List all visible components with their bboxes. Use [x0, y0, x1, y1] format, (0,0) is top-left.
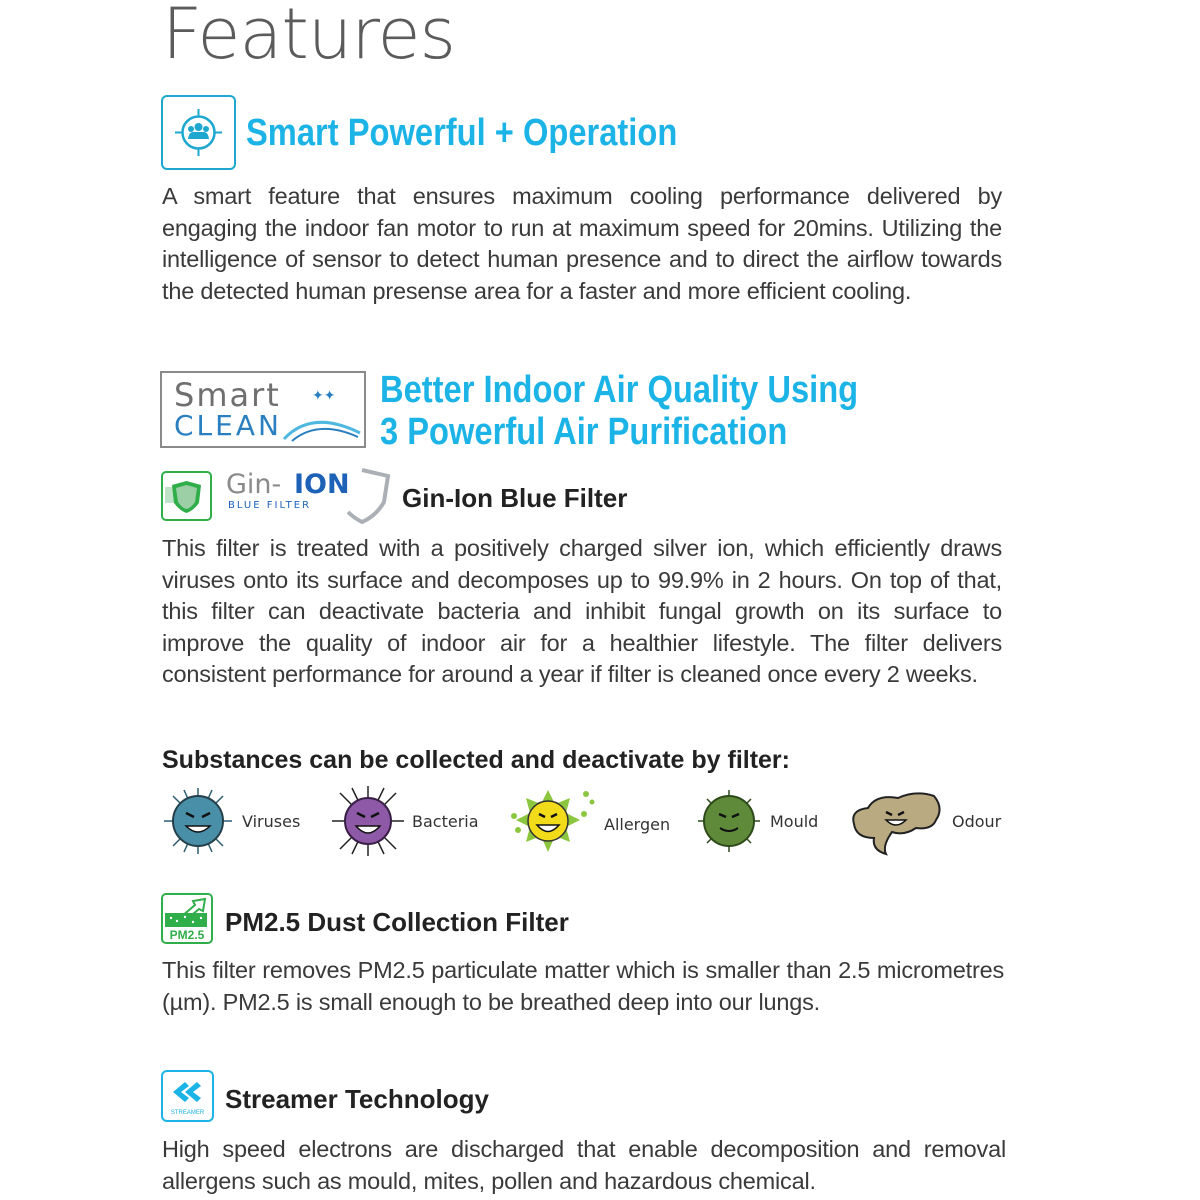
pm25-filter-icon: [161, 893, 213, 944]
human-target-icon: [161, 95, 236, 170]
gin-ion-heading: Gin-Ion Blue Filter: [402, 483, 628, 513]
pm25-heading: PM2.5 Dust Collection Filter: [225, 907, 569, 937]
bacteria-icon: [330, 786, 406, 856]
substance-mould: [694, 786, 818, 856]
substance-bacteria: [330, 786, 479, 856]
section-body-smart-powerful: A smart feature that ensures maximum cooling performance delivered by engaging the indoor fan motor to run at maximum speed for 20mins. Utilizing the intelligence of sensor to detect human presence and to direct the airflow towards the detected human presense area for a faster and more efficient cooling.: [162, 183, 1002, 304]
streamer-icon: [161, 1070, 214, 1122]
smart-clean-logo: [160, 371, 366, 448]
substance-odour: [846, 786, 1001, 856]
substance-label: Mould: [770, 811, 819, 831]
section-heading-smart-powerful: Smart Powerful + Operation: [246, 112, 678, 154]
pm25-body: This filter removes PM2.5 particulate matter which is smaller than 2.5 micrometres (µm). PM2.5 is small enough to be breathed deep into our lungs.: [162, 957, 1004, 1015]
substance-viruses: [160, 786, 300, 856]
substance-label: Bacteria: [412, 811, 479, 831]
streamer-icon-label: STREAMER: [170, 1110, 205, 1116]
mould-icon: [694, 786, 764, 856]
sparkle-icon: ✦✦: [312, 387, 336, 403]
gin-ion-logo-sub: BLUE FILTER: [228, 500, 312, 511]
allergen-icon: [508, 786, 598, 862]
substances-heading: Substances can be collected and deactivate by filter:: [162, 746, 790, 774]
wave-icon: [282, 409, 362, 443]
virus-icon: [160, 786, 236, 856]
section-heading-air-quality-line2: 3 Powerful Air Purification: [380, 411, 788, 453]
substance-label: Odour: [952, 811, 1002, 831]
gin-ion-logo-ion: ION: [294, 469, 350, 500]
gin-ion-logo-gin: Gin-: [226, 469, 282, 500]
shield-filter-icon: [161, 471, 212, 521]
substance-label: Viruses: [242, 811, 301, 831]
pm25-icon-label: PM2.5: [169, 928, 205, 942]
smart-clean-logo-line2: CLEAN: [174, 409, 282, 442]
streamer-body: High speed electrons are discharged that enable decomposition and removal allergens such as mould, mites, pollen and hazardous chemical.: [162, 1136, 1006, 1194]
odour-icon: [846, 786, 946, 856]
substance-allergen: [508, 786, 670, 862]
gin-ion-body: This filter is treated with a positively charged silver ion, which efficiently draws viruses onto its surface and decomposes up to 99.9% in 2 hours. On top of that, this filter can deactivate bacteria and inhibit fungal growth on its surface to improve the quality of indoor air for a healthier lifestyle. The filter delivers consistent performance for around a year if filter is cleaned once every 2 weeks.: [162, 535, 1002, 687]
section-heading-air-quality-line1: Better Indoor Air Quality Using: [380, 369, 859, 411]
substance-label: Allergen: [604, 814, 671, 834]
shield-outline-icon: [334, 468, 392, 524]
gin-ion-logo: [226, 468, 394, 524]
streamer-heading: Streamer Technology: [225, 1084, 489, 1114]
smart-clean-logo-line1: Smart: [174, 376, 281, 414]
page-title: Features: [162, 0, 455, 75]
